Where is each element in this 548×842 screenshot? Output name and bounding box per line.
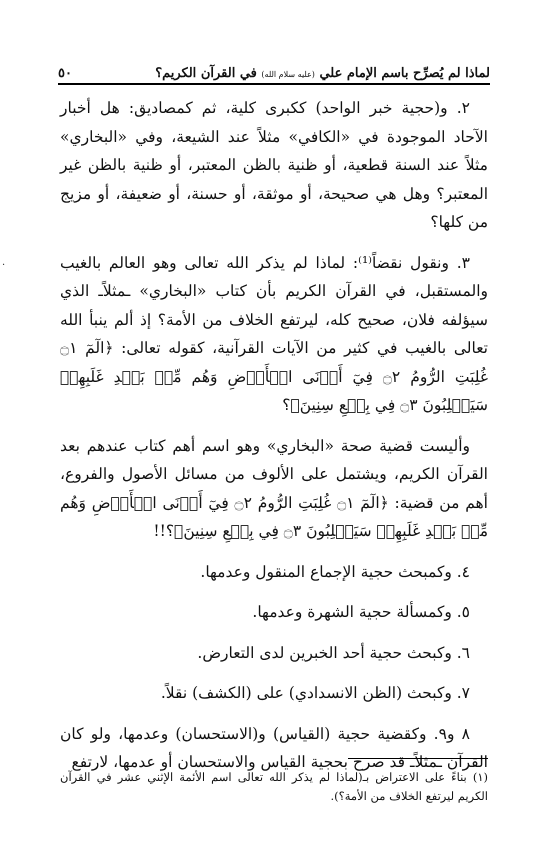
- paragraph-8-9: ٨ و٩. وكقضية حجية (القياس) و(الاستحسان) وعدمها، ولو كان القرآن ـمثلاًـ قد صرح بحجية القياس والاستحسان أو عدمها، لارتفع: [60, 724, 488, 771]
- item-4: ٤. وكمبحث حجية الإجماع المنقول وعدمها.: [200, 562, 470, 581]
- item-6: ٦. وكبحث حجية أحد الخبرين لدى التعارض.: [197, 643, 470, 662]
- footnote: (١) بناءً على الاعتراض بـ(لماذا لم يذكر الله تعالى اسم الأئمة الإثني عشر في القرآن الكريم ليرتفع الخلاف من الأمة؟).: [60, 770, 488, 803]
- footnote-divider: [348, 758, 488, 759]
- running-header: [58, 55, 490, 85]
- paragraph-bukhari: وأليست قضية صحة «البخاري» وهو اسم أهم كتاب عندهم بعد القرآن الكريم، ويشتمل على الألوف من مسائل الأصول والفروع، أهم من قضية: ﴿الٓمٓ ۝١ غُلِبَتِ الرُّومُ ۝٢ فِيٓ أَدۡنَى الۡأَرۡضِ وَهُم مِّنۢ بَعۡدِ غَلَبِهِمۡ سَيَغۡلِبُونَ ۝٣ فِي بِضۡعِ سِنِينَ﴾؟!!: [60, 436, 488, 540]
- item-7: ٧. وكبحث (الظن الانسدادي) على (الكشف) نقلاً.: [160, 684, 470, 702]
- header-title: [155, 66, 490, 81]
- page-number: ٥٠: [58, 66, 72, 81]
- main-text: [60, 94, 488, 789]
- paragraph-3: ٣. ونقول نقضاً⁽¹⁾: لماذا لم يذكر الله تعالى وهو العالم بالغيب والمستقبل، في القرآن الكريم بأن كتاب «البخاري» ـمثلاًـ الذي سيؤلفه فلان، صحيح كله، ليرتفع الخلاف من الأمة؟ إذ ألم ينبأ الله تعالى بالغيب في كثير من الآيات القرآنية، كقوله تعالى: ﴿الٓمٓ ۝١ غُلِبَتِ الرُّومُ ۝٢ فِيٓ أَدۡنَى الۡأَرۡضِ وَهُم مِّنۢ بَعۡدِ غَلَبِهِمۡ سَيَغۡلِبُونَ ۝٣ فِي بِضۡعِ سِنِينَ﴾؟: [60, 253, 489, 414]
- header-title-tail: في القرآن الكريم؟: [155, 66, 257, 81]
- header-title-main: لماذا لم يُصرِّح باسم الإمام علي: [319, 66, 490, 81]
- item-5: ٥. وكمسألة حجية الشهرة وعدمها.: [252, 603, 470, 621]
- paragraph-2: ٢. و(حجية خبر الواحد) ككبرى كلية، ثم كمصاديق: هل أخبار الآحاد الموجودة في «الكافي» مثلاً عند الشيعة، وفي «البخاري» مثلاً عند السنة قطعية، أو ظنية بالظن المعتبر، أو ظنية بالظن غير المعتبر؟ وهل هي صحيحة، أو موثقة، أو حسنة، أو ضعيفة، أو مزيج من كلها؟: [60, 99, 488, 231]
- header-title-honorific: (عليه سلام الله): [261, 70, 315, 79]
- margin-mark: ·: [2, 260, 6, 271]
